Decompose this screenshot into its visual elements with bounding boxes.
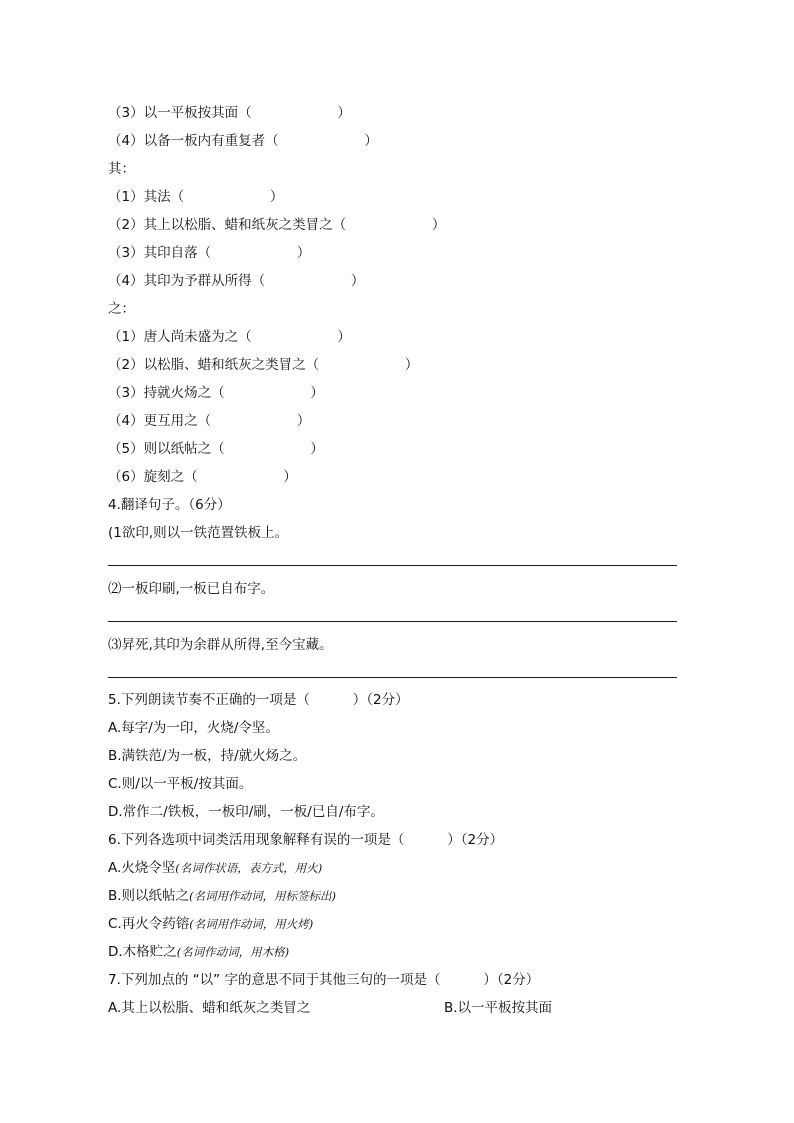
item-qi-4: （4）其印为予群从所得（ ） bbox=[108, 273, 365, 289]
item-yi-3: （3）以一平板按其面（ ） bbox=[108, 105, 351, 121]
item-zhi-6: （6）旋刻之（ ） bbox=[108, 469, 297, 485]
q4-sentence-3: ⑶昇死,其印为余群从所得,至今宝藏。 bbox=[108, 637, 333, 653]
q7-option-a: A.其上以松脂、蜡和纸灰之类冒之 bbox=[108, 1000, 311, 1016]
qi-heading: 其： bbox=[108, 161, 135, 177]
q6-option-c-note: (名词用作动词，用火烤) bbox=[189, 917, 314, 931]
q6-option-a-note: (名词作状语，表方式，用火) bbox=[175, 861, 323, 875]
answer-line-3 bbox=[108, 677, 677, 678]
q7-option-b: B.以一平板按其面 bbox=[444, 1000, 553, 1016]
q6-option-d-note: (名词作动词，用木格) bbox=[176, 945, 290, 959]
q6-option-b-text: B.则以纸帖之 bbox=[108, 888, 190, 904]
q6-option-a-text: A.火烧令坚 bbox=[108, 860, 176, 876]
item-zhi-5: （5）则以纸帖之（ ） bbox=[108, 441, 324, 457]
item-zhi-4: （4）更互用之（ ） bbox=[108, 413, 311, 429]
q6-option-a bbox=[108, 859, 322, 877]
q6-option-b bbox=[108, 887, 336, 905]
q6-option-c-text: C.再火令药镕 bbox=[108, 916, 190, 932]
answer-line-1 bbox=[108, 565, 677, 566]
q6-option-c bbox=[108, 915, 313, 933]
q5-option-b: B.满铁范/为一板，持/就火炀之。 bbox=[108, 748, 307, 764]
q6-option-d bbox=[108, 943, 289, 961]
item-qi-1: （1）其法（ ） bbox=[108, 189, 284, 205]
answer-line-2 bbox=[108, 621, 677, 622]
zhi-heading: 之： bbox=[108, 301, 135, 317]
q6-title: 6.下列各选项中词类活用现象解释有误的一项是（ ）（2分） bbox=[108, 832, 504, 848]
q6-option-d-text: D.木格贮之 bbox=[108, 944, 177, 960]
q7-title: 7.下列加点的 “以” 字的意思不同于其他三句的一项是（ ）（2分） bbox=[108, 972, 540, 988]
q4-sentence-2: ⑵一板印刷,一板已自布字。 bbox=[108, 581, 275, 597]
q6-option-b-note: (名词用作动词，用标签标出) bbox=[189, 889, 337, 903]
item-zhi-1: （1）唐人尚未盛为之（ ） bbox=[108, 329, 351, 345]
q5-option-a: A.每字/为一印，火烧/令坚。 bbox=[108, 720, 279, 736]
item-zhi-2: （2）以松脂、蜡和纸灰之类冒之（ ） bbox=[108, 357, 419, 373]
q4-sentence-1: (1欲印,则以一铁范置铁板上。 bbox=[108, 525, 289, 541]
q5-option-c: C.则/以一平板/按其面。 bbox=[108, 776, 253, 792]
item-qi-3: （3）其印自落（ ） bbox=[108, 245, 311, 261]
item-qi-2: （2）其上以松脂、蜡和纸灰之类冒之（ ） bbox=[108, 217, 446, 233]
q4-title: 4.翻译句子。（6分） bbox=[108, 497, 231, 513]
item-yi-4: （4）以备一板内有重复者（ ） bbox=[108, 133, 378, 149]
item-zhi-3: （3）持就火炀之（ ） bbox=[108, 385, 324, 401]
q5-option-d: D.常作二/铁板，一板印/刷，一板/已自/布字。 bbox=[108, 804, 384, 820]
q5-title: 5.下列朗读节奏不正确的一项是（ ）（2分） bbox=[108, 692, 409, 708]
